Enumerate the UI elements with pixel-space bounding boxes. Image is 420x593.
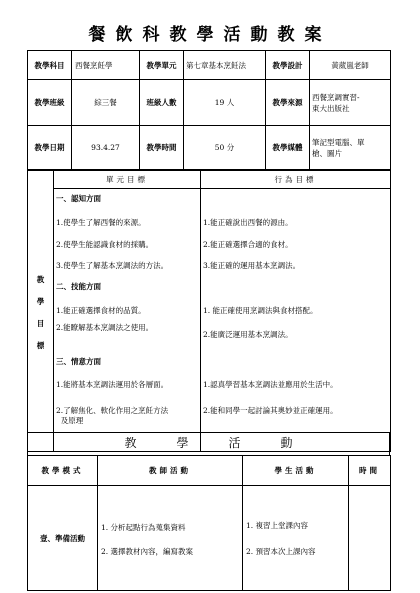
teacher-activity-line: 2. 選擇教材內容，編寫教案 bbox=[101, 547, 194, 556]
behavior-line: 1.能正確說出西餐的源由。 bbox=[203, 218, 293, 227]
count-value: 19 人 bbox=[184, 80, 266, 126]
objectives-table bbox=[27, 170, 391, 452]
student-activity-line: 2. 預習本次上課內容 bbox=[246, 547, 316, 556]
behavior-line: 1.認真學習基本烹調法並應用於生活中。 bbox=[203, 380, 338, 389]
page-title: 餐飲科教學活動教案 bbox=[88, 25, 332, 45]
side-char: 學 bbox=[36, 297, 45, 306]
unit-line: 1.使學生了解西餐的來源。 bbox=[56, 218, 146, 227]
subject-value: 西餐烹飪學 bbox=[72, 51, 140, 80]
unit-line: 2.使學生能認識食材的採購。 bbox=[56, 240, 154, 249]
side-char: 教 bbox=[36, 275, 45, 284]
source-label: 教學來源 bbox=[266, 80, 310, 126]
info-table bbox=[27, 50, 391, 170]
objectives-side-label bbox=[28, 171, 54, 452]
unit-objectives-header: 單元目標 bbox=[54, 171, 201, 189]
behavior-objectives-cell bbox=[201, 189, 391, 452]
behavior-line: 1. 能正確使用烹調法與食材搭配。 bbox=[203, 306, 318, 315]
activity-table bbox=[27, 455, 391, 591]
unit-label: 教學單元 bbox=[140, 51, 184, 80]
date-value: 93.4.27 bbox=[72, 126, 140, 170]
unit-objectives-cell bbox=[54, 189, 201, 452]
media-label: 教學媒體 bbox=[266, 126, 310, 170]
student-activity-cell bbox=[243, 486, 349, 591]
unit-line: 2.能瞭解基本烹調法之使用。 bbox=[56, 323, 154, 332]
side-char: 目 bbox=[36, 319, 45, 328]
class-value: 綜三餐 bbox=[72, 80, 140, 126]
time-value: 50 分 bbox=[184, 126, 266, 170]
unit-line: 一、認知方面 bbox=[56, 194, 101, 203]
behavior-line: 2.能和同學一起討論其奧妙並正確運用。 bbox=[203, 406, 338, 415]
activity-time-cell bbox=[349, 486, 391, 591]
behavior-line: 3.能正確的運用基本烹調法。 bbox=[203, 261, 301, 270]
student-header: 學生活動 bbox=[243, 456, 349, 486]
designer-label: 教學設計 bbox=[266, 51, 310, 80]
unit-line: 及原理 bbox=[56, 416, 84, 425]
activity-title: 教學活動 bbox=[27, 432, 390, 455]
designer-value: 黃葳嵐老師 bbox=[310, 51, 391, 80]
time-header: 時間 bbox=[349, 456, 391, 486]
time-label: 教學時間 bbox=[140, 126, 184, 170]
behavior-line: 2.能廣泛運用基本烹調法。 bbox=[203, 330, 293, 339]
teacher-header: 教師活動 bbox=[98, 456, 243, 486]
side-char: 標 bbox=[36, 341, 45, 350]
media-line-1: 筆記型電腦、單 bbox=[312, 137, 365, 147]
media-line-2: 槍、圖片 bbox=[312, 148, 342, 158]
unit-line: 1.能將基本烹調法運用於各層面。 bbox=[56, 380, 169, 389]
teacher-activity-cell bbox=[98, 486, 243, 591]
media-value bbox=[310, 126, 391, 170]
source-line-2: 東大出版社 bbox=[312, 103, 350, 113]
unit-line: 3.使學生了解基本烹調法的方法。 bbox=[56, 261, 169, 270]
behavior-line: 2.能正確選擇合適的食材。 bbox=[203, 240, 293, 249]
mode-header: 教學模式 bbox=[28, 456, 98, 486]
behavior-objectives-header: 行為目標 bbox=[201, 171, 391, 189]
source-line-1: 西餐烹調實習- bbox=[312, 92, 360, 102]
unit-value: 第七章基本烹飪法 bbox=[184, 51, 266, 80]
unit-line: 1.能正確選擇食材的品質。 bbox=[56, 306, 146, 315]
unit-line: 二、技能方面 bbox=[56, 282, 101, 291]
source-value bbox=[310, 80, 391, 126]
subject-label: 教學科目 bbox=[28, 51, 72, 80]
unit-line: 三、情意方面 bbox=[56, 357, 101, 366]
date-label: 教學日期 bbox=[28, 126, 72, 170]
count-label: 班級人數 bbox=[140, 80, 184, 126]
teacher-activity-line: 1. 分析起點行為蒐集資料 bbox=[101, 523, 186, 532]
class-label: 教學班級 bbox=[28, 80, 72, 126]
student-activity-line: 1. 複習上堂課內容 bbox=[246, 521, 309, 530]
activity-mode: 壹、準備活動 bbox=[28, 486, 98, 591]
unit-line: 2.了解焦化、軟化作用之烹飪方法 bbox=[56, 406, 169, 415]
